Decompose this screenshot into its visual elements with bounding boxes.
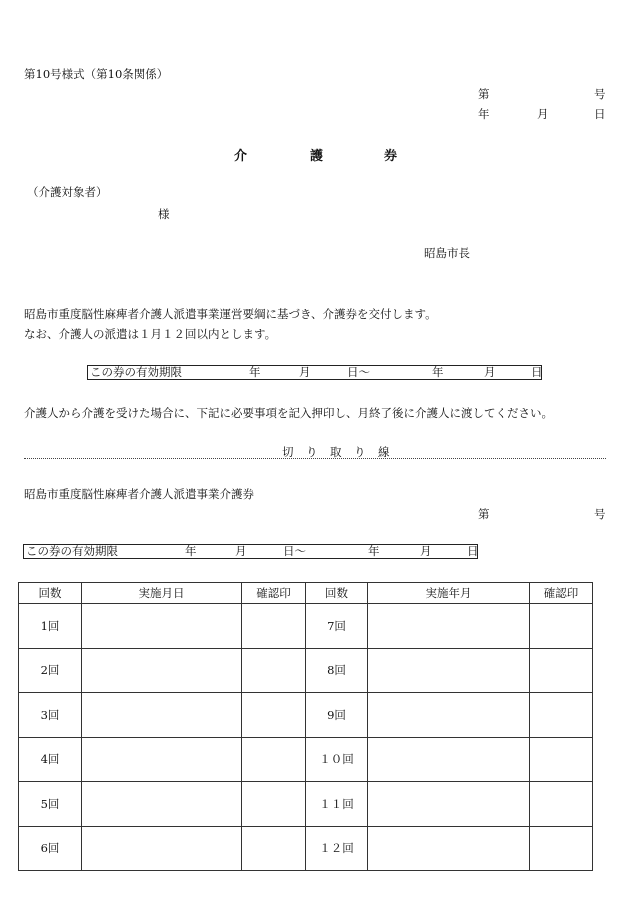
form-label: 第10号様式（第10条関係） — [24, 67, 169, 81]
coupon-validity-year2: 年 — [368, 544, 380, 558]
count-cell: 7回 — [306, 604, 368, 649]
date-month: 月 — [537, 107, 549, 121]
cut-char-1: 切 — [282, 445, 294, 459]
count-cell: 1回 — [19, 604, 82, 649]
header-count-right: 回数 — [306, 583, 368, 604]
title-char-2: 護 — [310, 149, 324, 164]
date-cell[interactable] — [368, 604, 530, 649]
header-count-left: 回数 — [19, 583, 82, 604]
body-line-1: 昭島市重度脳性麻痺者介護人派遣事業運営要綱に基づき、介護券を交付します。 — [24, 307, 437, 321]
coupon-number-go: 号 — [594, 507, 606, 521]
cut-char-3: 取 — [330, 445, 342, 459]
header-seal-right: 確認印 — [530, 583, 593, 604]
coupon-validity-year: 年 — [185, 544, 197, 558]
validity-box — [87, 365, 542, 380]
seal-cell[interactable] — [242, 826, 306, 871]
date-cell[interactable] — [368, 693, 530, 738]
recipient-sama: 様 — [158, 207, 170, 221]
coupon-validity-day2: 日 — [467, 544, 479, 558]
coupon-validity-month2: 月 — [420, 544, 432, 558]
cut-line — [24, 458, 606, 459]
instruction: 介護人から介護を受けた場合に、下記に必要事項を記入押印し、月終了後に介護人に渡してください。 — [24, 406, 553, 420]
coupon-validity-day-from: 日～ — [283, 544, 306, 558]
count-cell: 9回 — [306, 693, 368, 738]
coupon-validity-label: この券の有効期限 — [26, 544, 118, 558]
seal-cell[interactable] — [530, 604, 593, 649]
validity-month: 月 — [299, 365, 311, 379]
header-seal-left: 確認印 — [242, 583, 306, 604]
seal-cell[interactable] — [242, 604, 306, 649]
validity-label: この券の有効期限 — [90, 365, 182, 379]
table-row — [19, 604, 593, 649]
date-cell[interactable] — [368, 782, 530, 827]
record-table — [18, 582, 593, 871]
validity-day-from: 日～ — [347, 365, 370, 379]
issuer: 昭島市長 — [424, 246, 470, 260]
count-cell: １１回 — [306, 782, 368, 827]
date-cell[interactable] — [82, 648, 242, 693]
title-char-3: 券 — [384, 149, 398, 164]
date-cell[interactable] — [368, 737, 530, 782]
date-cell[interactable] — [368, 648, 530, 693]
count-cell: １２回 — [306, 826, 368, 871]
count-cell: 2回 — [19, 648, 82, 693]
recipient-label: （介護対象者） — [27, 185, 108, 199]
coupon-number-dai: 第 — [478, 507, 490, 521]
date-cell[interactable] — [82, 693, 242, 738]
seal-cell[interactable] — [530, 693, 593, 738]
date-year: 年 — [478, 107, 490, 121]
seal-cell[interactable] — [242, 693, 306, 738]
cut-char-5: 線 — [378, 445, 390, 459]
table-header-row — [19, 583, 593, 604]
table-row — [19, 782, 593, 827]
seal-cell[interactable] — [530, 826, 593, 871]
table-row — [19, 737, 593, 782]
table-row — [19, 826, 593, 871]
seal-cell[interactable] — [242, 648, 306, 693]
date-cell[interactable] — [82, 737, 242, 782]
validity-year2: 年 — [432, 365, 444, 379]
seal-cell[interactable] — [530, 782, 593, 827]
validity-month2: 月 — [484, 365, 496, 379]
seal-cell[interactable] — [530, 737, 593, 782]
cut-char-2: り — [306, 445, 318, 459]
table-row — [19, 648, 593, 693]
count-cell: 8回 — [306, 648, 368, 693]
cut-char-4: り — [354, 445, 366, 459]
validity-year: 年 — [249, 365, 261, 379]
count-cell: １０回 — [306, 737, 368, 782]
header-date-left: 実施月日 — [82, 583, 242, 604]
number-go: 号 — [594, 87, 606, 101]
header-date-right: 実施年月 — [368, 583, 530, 604]
count-cell: 4回 — [19, 737, 82, 782]
seal-cell[interactable] — [242, 782, 306, 827]
coupon-validity-box — [23, 544, 478, 559]
validity-day2: 日 — [531, 365, 543, 379]
date-cell[interactable] — [82, 826, 242, 871]
body-line-2: なお、介護人の派遣は１月１２回以内とします。 — [24, 327, 277, 341]
date-cell[interactable] — [82, 782, 242, 827]
coupon-validity-month: 月 — [235, 544, 247, 558]
seal-cell[interactable] — [242, 737, 306, 782]
date-cell[interactable] — [82, 604, 242, 649]
date-cell[interactable] — [368, 826, 530, 871]
count-cell: 6回 — [19, 826, 82, 871]
count-cell: 3回 — [19, 693, 82, 738]
date-day: 日 — [594, 107, 606, 121]
number-dai: 第 — [478, 87, 490, 101]
table-row — [19, 693, 593, 738]
count-cell: 5回 — [19, 782, 82, 827]
coupon-title: 昭島市重度脳性麻痺者介護人派遣事業介護券 — [24, 487, 254, 501]
seal-cell[interactable] — [530, 648, 593, 693]
title-char-1: 介 — [234, 149, 248, 164]
